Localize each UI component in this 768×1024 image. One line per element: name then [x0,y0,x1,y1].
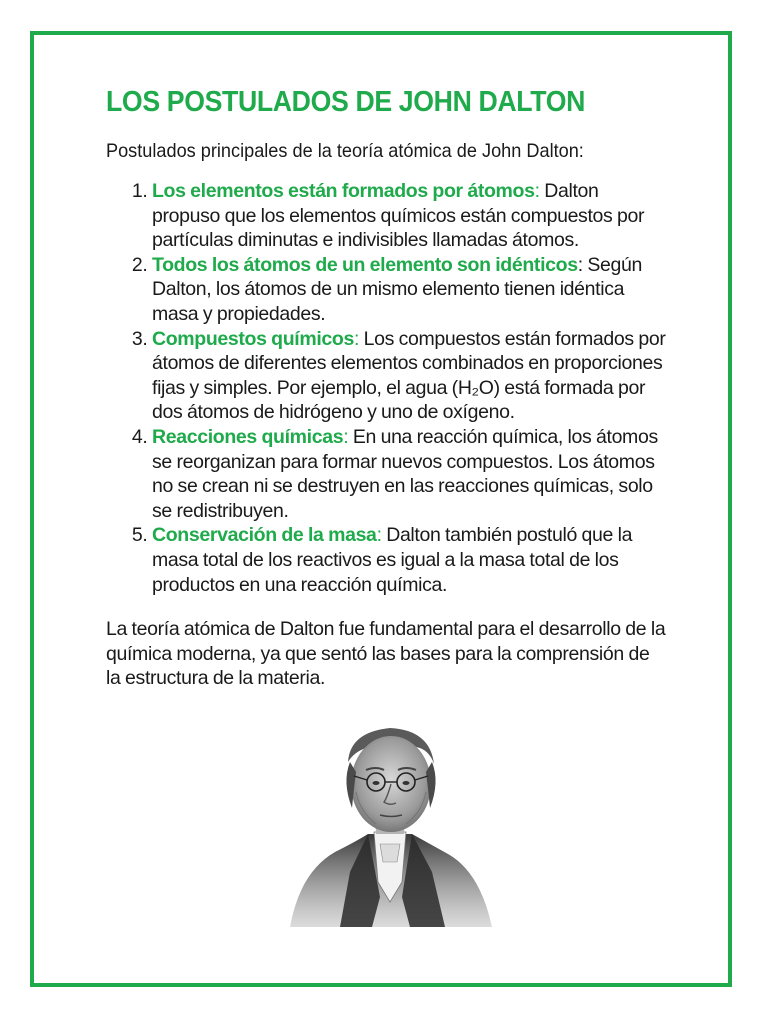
postulates-list [106,179,666,597]
list-item [152,327,666,425]
colon: : [534,180,540,202]
colon: : [343,425,349,448]
list-item [152,523,666,597]
postulate-term: Reacciones químicas [152,425,344,448]
colon: : [353,327,360,350]
document-body [106,86,666,691]
page-title: LOS POSTULADOS DE JOHN DALTON [106,86,585,118]
postulate-text: En una reacción química, los átomos se reorganizan para formar nuevos compuestos. Los átomos no se crean ni se destruyen en las reacciones químicas, solo se redistribuyen. [152,425,658,522]
postulate-text: Los compuestos están formados por átomos de diferentes elementos combinados en proporciones fijas y simples. Por ejemplo, el agua (H₂O) está formada por dos átomos de hidrógeno y uno de oxígeno. [152,327,666,424]
postulate-text: Dalton también postuló que la masa total de los reactivos es igual a la masa total de los productos en una reacción química. [152,524,633,596]
list-item [152,179,666,253]
john-dalton-portrait [280,722,500,934]
postulate-term: Conservación de la masa [152,524,377,547]
postulate-term: Los elementos están formados por átomos [152,180,535,202]
list-item [152,425,666,523]
list-item [152,253,666,327]
intro-paragraph: Postulados principales de la teoría atómica de John Dalton: [106,140,584,162]
postulate-text: Según Dalton, los átomos de un mismo elemento tienen idéntica masa y propiedades. [152,253,642,325]
colon: : [376,524,382,547]
postulate-text: Dalton propuso que los elementos químicos están compuestos por partículas diminutas e indivisibles llamadas átomos. [152,180,645,252]
colon: : [577,253,583,276]
postulate-term: Compuestos químicos [152,327,354,350]
postulate-term: Todos los átomos de un elemento son idénticos [152,253,578,276]
closing-paragraph: La teoría atómica de Dalton fue fundamental para el desarrollo de la química moderna, ya que sentó las bases para la comprensión de la estructura de la materia. [106,618,666,690]
